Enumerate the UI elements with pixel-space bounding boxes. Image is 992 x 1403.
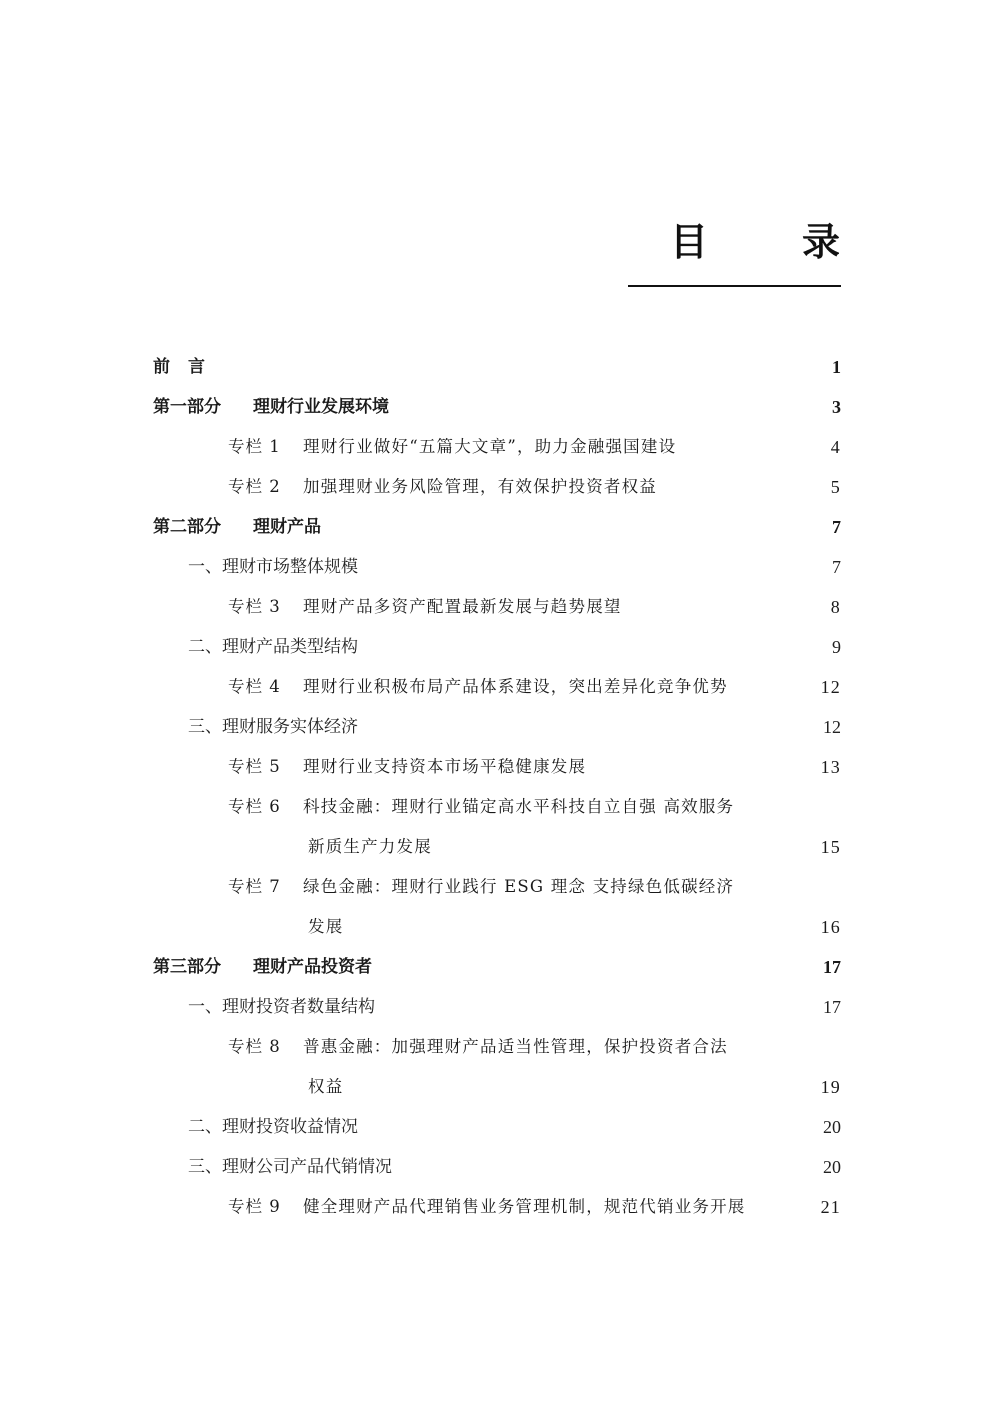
toc-entry-column-6-continued[interactable] [153, 827, 841, 867]
toc-part-label: 第三部分 [153, 957, 221, 977]
toc-entry-section-2-2[interactable] [153, 627, 841, 667]
toc-section-title: 三、理财公司产品代销情况 [188, 1157, 392, 1177]
toc-entry-section-3-1[interactable] [153, 987, 841, 1027]
toc-column-label: 专栏 7 [228, 877, 281, 896]
toc-entry-part-2[interactable] [153, 507, 841, 547]
toc-column-title: 加强理财业务风险管理，有效保护投资者权益 [303, 477, 657, 496]
toc-page-number: 8 [830, 597, 841, 617]
toc-section-title: 三、理财服务实体经济 [188, 717, 358, 737]
toc-column-title: 理财行业支持资本市场平稳健康发展 [303, 757, 587, 776]
toc-section-title: 二、理财投资收益情况 [188, 1117, 358, 1137]
toc-page-number: 17 [823, 957, 841, 977]
toc-page-number: 12 [820, 677, 841, 697]
toc-entry-part-1[interactable] [153, 387, 841, 427]
toc-page-number: 12 [823, 717, 841, 737]
toc-page-number: 16 [820, 917, 841, 937]
toc-column-title: 理财产品多资产配置最新发展与趋势展望 [303, 597, 622, 616]
toc-column-title: 理财行业做好“五篇大文章”，助力金融强国建设 [303, 437, 677, 456]
toc-entry-column-7[interactable] [153, 867, 841, 907]
toc-column-label: 专栏 3 [228, 597, 281, 616]
toc-column-title: 普惠金融：加强理财产品适当性管理，保护投资者合法 [303, 1037, 728, 1056]
toc-page-number: 20 [823, 1117, 841, 1137]
toc-column-title-continued: 权益 [308, 1077, 344, 1096]
toc-column-title-continued: 发展 [308, 917, 344, 936]
toc-entry-column-1[interactable] [153, 427, 841, 467]
toc-entry-section-3-2[interactable] [153, 1107, 841, 1147]
page-title: 目 录 [669, 219, 868, 264]
toc-entry-preface[interactable] [153, 347, 841, 387]
toc-part-title: 理财行业发展环境 [253, 397, 389, 417]
toc-column-title-continued: 新质生产力发展 [308, 837, 432, 856]
toc-page-number: 17 [823, 997, 841, 1017]
toc-page-number: 19 [820, 1077, 841, 1097]
toc-column-label: 专栏 1 [228, 437, 281, 456]
title-underline [628, 285, 841, 287]
toc-page-number: 3 [832, 397, 841, 417]
toc-part-title: 理财产品 [253, 517, 321, 537]
toc-section-title: 一、理财投资者数量结构 [188, 997, 375, 1017]
toc-page-number: 7 [832, 517, 841, 537]
toc-entry-column-8-continued[interactable] [153, 1067, 841, 1107]
toc-page-number: 7 [832, 557, 841, 577]
toc-page-number: 15 [820, 837, 841, 857]
toc-column-label: 专栏 8 [228, 1037, 281, 1056]
toc-column-title: 科技金融：理财行业锚定高水平科技自立自强 高效服务 [303, 797, 735, 816]
toc-column-label: 专栏 5 [228, 757, 281, 776]
toc-column-label: 专栏 6 [228, 797, 281, 816]
toc-entry-column-4[interactable] [153, 667, 841, 707]
toc-entry-column-9[interactable] [153, 1187, 841, 1227]
toc-page-number: 21 [820, 1197, 841, 1217]
toc-page-number: 1 [832, 357, 841, 377]
toc-column-title: 理财行业积极布局产品体系建设，突出差异化竞争优势 [303, 677, 728, 696]
toc-entry-section-2-3[interactable] [153, 707, 841, 747]
toc-entry-column-3[interactable] [153, 587, 841, 627]
toc-part-title: 理财产品投资者 [253, 957, 372, 977]
table-of-contents [153, 347, 841, 1227]
toc-entry-column-7-continued[interactable] [153, 907, 841, 947]
toc-column-label: 专栏 9 [228, 1197, 281, 1216]
toc-column-title: 健全理财产品代理销售业务管理机制，规范代销业务开展 [303, 1197, 746, 1216]
toc-section-title: 二、理财产品类型结构 [188, 637, 358, 657]
toc-page-number: 20 [823, 1157, 841, 1177]
toc-entry-section-2-1[interactable] [153, 547, 841, 587]
toc-column-title: 绿色金融：理财行业践行 ESG 理念 支持绿色低碳经济 [303, 877, 735, 896]
toc-entry-column-6[interactable] [153, 787, 841, 827]
toc-entry-label: 前言 [153, 357, 223, 377]
toc-entry-column-2[interactable] [153, 467, 841, 507]
toc-section-title: 一、理财市场整体规模 [188, 557, 358, 577]
toc-page-number: 4 [830, 437, 841, 457]
toc-page-number: 13 [820, 757, 841, 777]
toc-page-number: 5 [830, 477, 841, 497]
toc-entry-column-8[interactable] [153, 1027, 841, 1067]
toc-part-label: 第二部分 [153, 517, 221, 537]
toc-column-label: 专栏 4 [228, 677, 281, 696]
toc-part-label: 第一部分 [153, 397, 221, 417]
toc-entry-column-5[interactable] [153, 747, 841, 787]
toc-column-label: 专栏 2 [228, 477, 281, 496]
toc-entry-part-3[interactable] [153, 947, 841, 987]
toc-page-number: 9 [832, 637, 841, 657]
toc-entry-section-3-3[interactable] [153, 1147, 841, 1187]
